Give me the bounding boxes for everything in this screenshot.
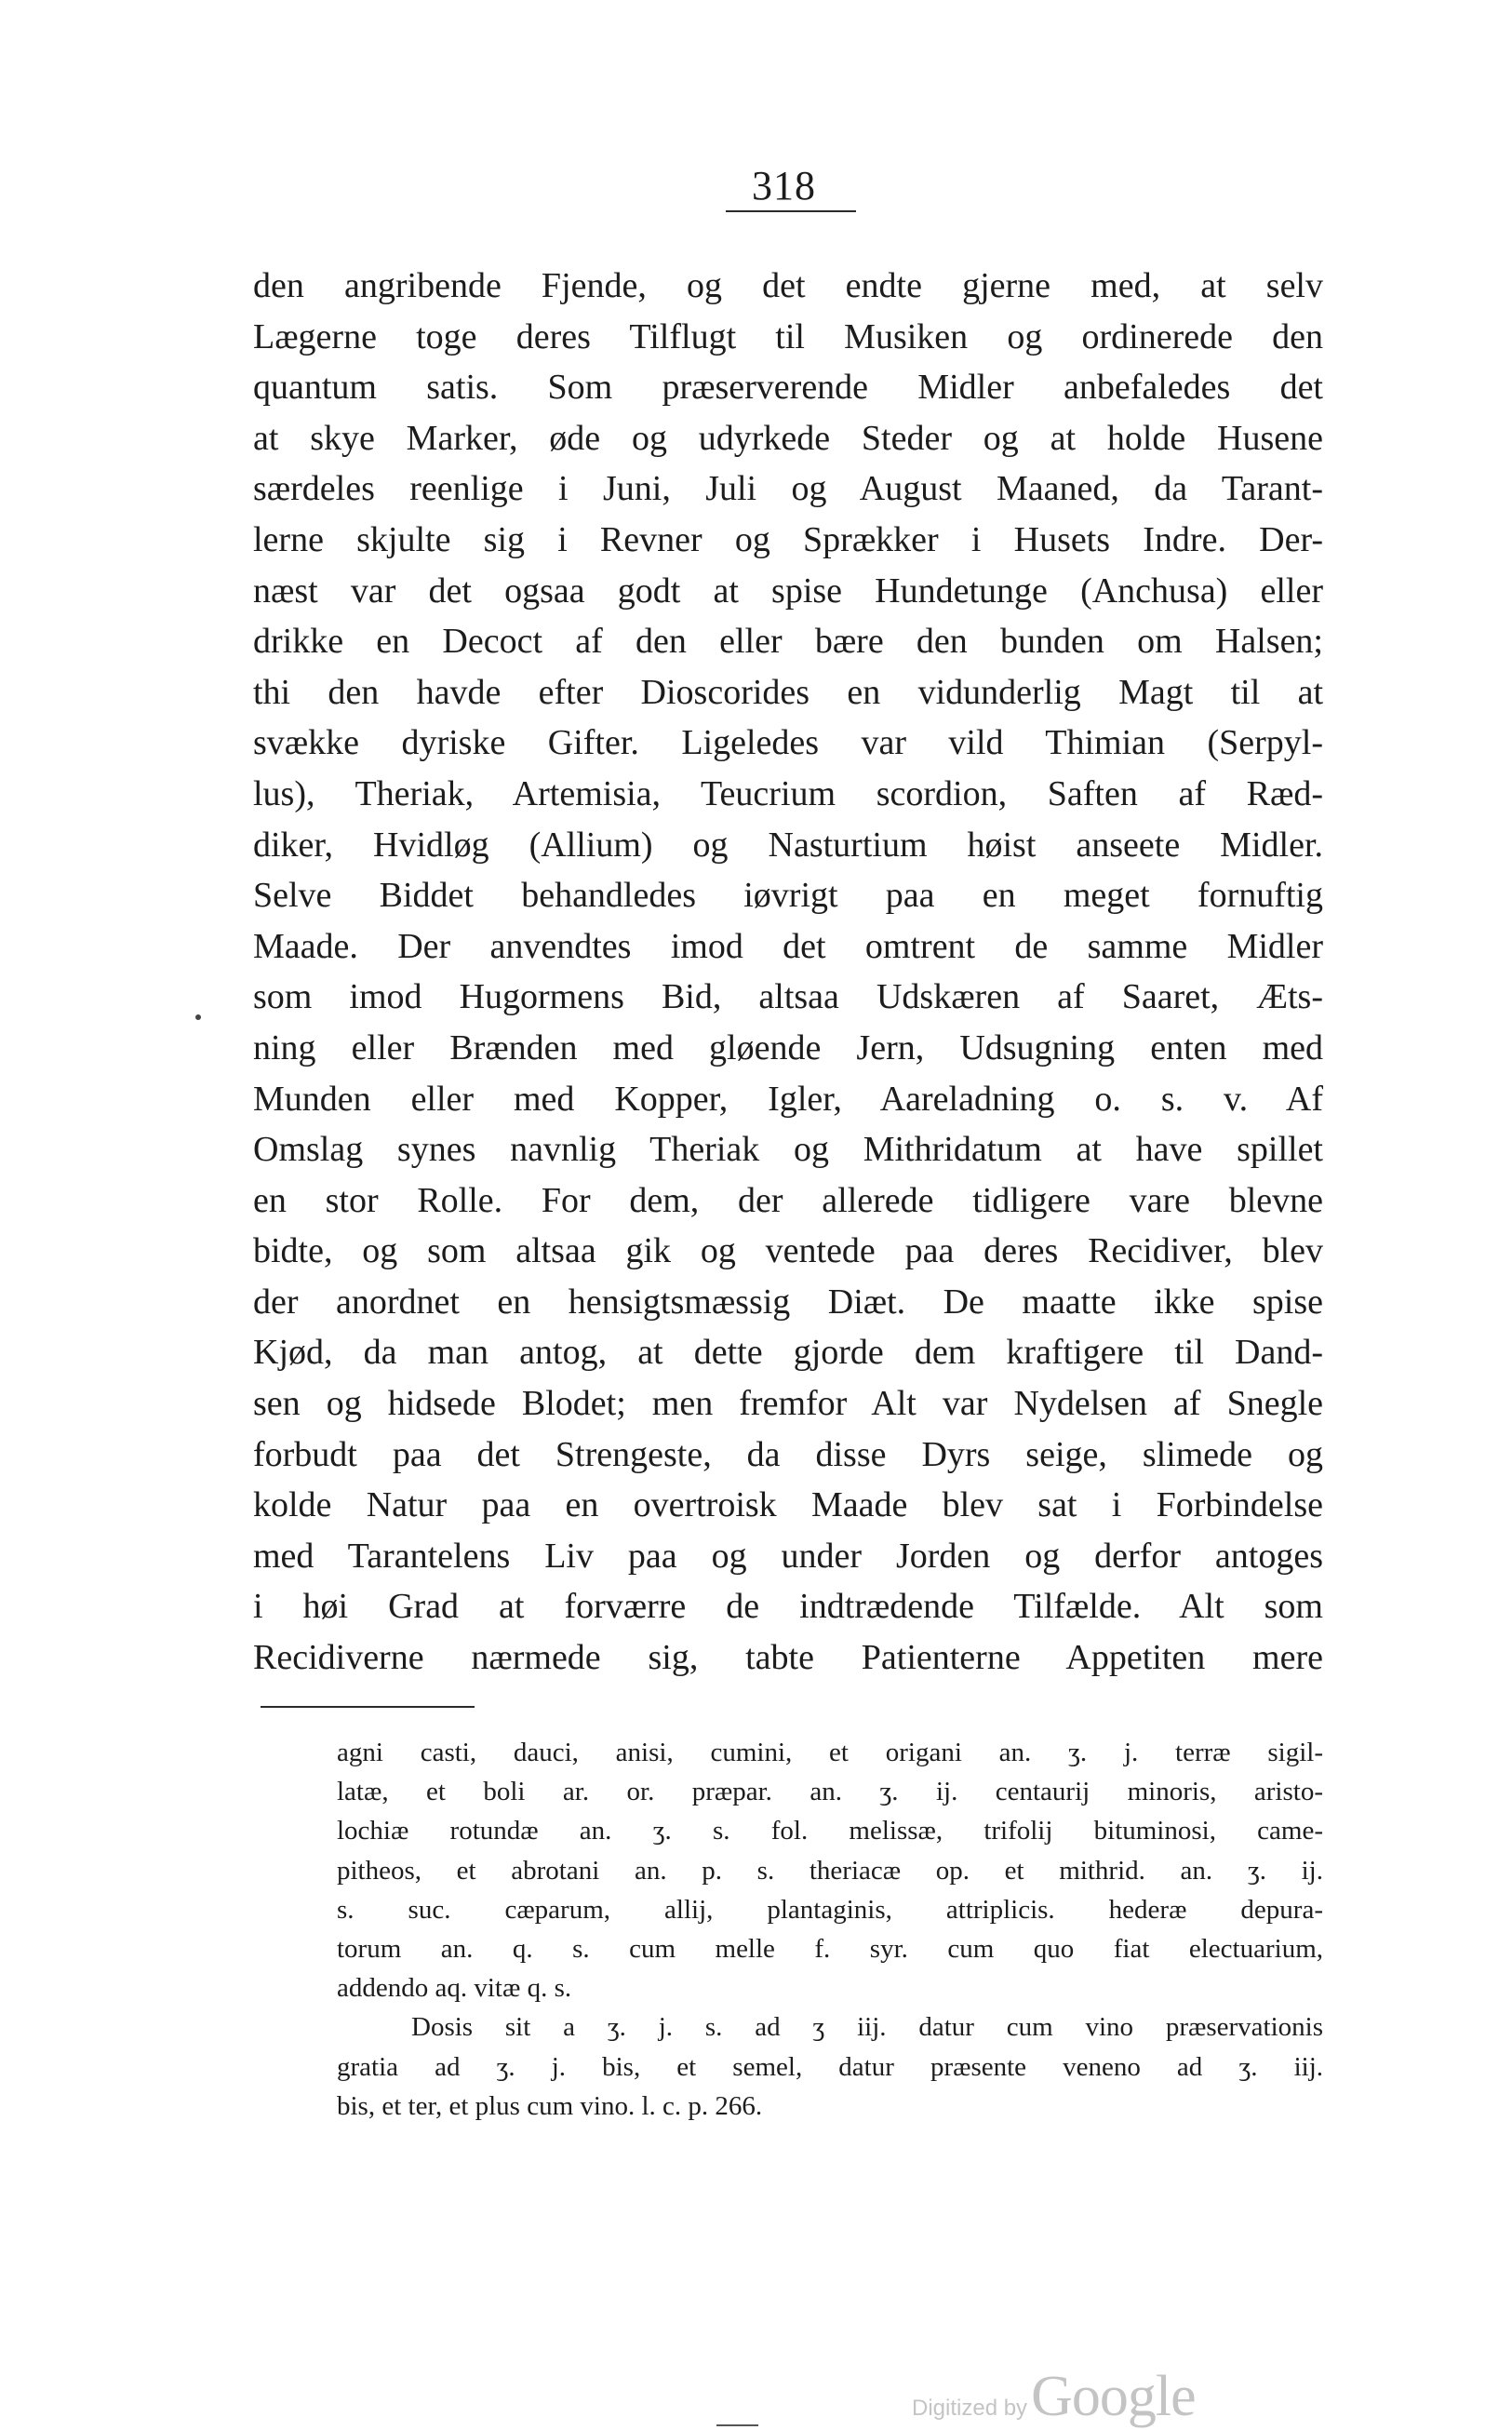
body-line: at skye Marker, øde og udyrkede Steder og at holde Husene <box>253 418 1323 458</box>
body-line: den angribende Fjende, og det endte gjerne med, at selv <box>253 266 1323 305</box>
body-line: forbudt paa det Strengeste, da disse Dyrs seige, slimede og <box>253 1434 1323 1474</box>
footnote-rule <box>261 1706 475 1708</box>
body-line: Munden eller med Kopper, Igler, Aareladning o. s. v. Af <box>253 1079 1323 1119</box>
body-line: ning eller Brænden med gløende Jern, Udsugning enten med <box>253 1027 1323 1067</box>
body-line: der anordnet en hensigtsmæssig Diæt. De maatte ikke spise <box>253 1282 1323 1322</box>
body-line: lerne skjulte sig i Revner og Sprækker i Husets Indre. Der- <box>253 519 1323 559</box>
watermark-label: Digitized by <box>912 2396 1028 2421</box>
body-line: med Tarantelens Liv paa og under Jorden og derfor antoges <box>253 1536 1323 1576</box>
body-line: svække dyriske Gifter. Ligeledes var vild Thimian (Serpyl- <box>253 723 1323 763</box>
body-line: diker, Hvidløg (Allium) og Nasturtium høist anseete Midler. <box>253 825 1323 865</box>
body-line: en stor Rolle. For dem, der allerede tidligere vare blevne <box>253 1180 1323 1220</box>
body-line: lus), Theriak, Artemisia, Teucrium scordion, Saften af Ræd- <box>253 773 1323 813</box>
footnote-line: torum an. q. s. cum melle f. syr. cum quo fiat electuarium, <box>337 1933 1323 1964</box>
body-line: Lægerne toge deres Tilflugt til Musiken og ordinerede den <box>253 316 1323 356</box>
footnote-line: agni casti, dauci, anisi, cumini, et origani an. ʒ. j. terræ sigil- <box>337 1738 1323 1767</box>
body-line: næst var det ogsaa godt at spise Hundetunge (Anchusa) eller <box>253 571 1323 611</box>
body-line: Maade. Der anvendtes imod det omtrent de samme Midler <box>253 926 1323 966</box>
body-line: i høi Grad at forværre de indtrædende Tilfælde. Alt som <box>253 1587 1323 1627</box>
body-line: thi den havde efter Dioscorides en vidunderlig Magt til at <box>253 672 1323 712</box>
footnote <box>337 1733 1323 2126</box>
footnote-line: s. suc. cæparum, allij, plantaginis, attriplicis. hederæ depura- <box>337 1894 1323 1925</box>
footnote-line: Dosis sit a ʒ. j. s. ad ʒ iij. datur cum vino præservationis <box>411 2012 1323 2043</box>
footnote-line: lochiæ rotundæ an. ʒ. s. fol. melissæ, trifolij bituminosi, came- <box>337 1816 1323 1846</box>
body-line: drikke en Decoct af den eller bære den bunden om Halsen; <box>253 622 1323 662</box>
body-line: sen og hidsede Blodet; men fremfor Alt var Nydelsen af Snegle <box>253 1384 1323 1424</box>
footnote-line: pitheos, et abrotani an. p. s. theriacæ op. et mithrid. an. ʒ. ij. <box>337 1855 1323 1886</box>
footnote-line: latæ, et boli ar. or. præpar. an. ʒ. ij. centaurij minoris, aristo- <box>337 1777 1323 1807</box>
margin-mark <box>195 1014 201 1020</box>
body-line: særdeles reenlige i Juni, Juli og August Maaned, da Tarant- <box>253 469 1323 509</box>
body-line: som imod Hugormens Bid, altsaa Udskæren af Saaret, Æts- <box>253 977 1323 1017</box>
page-number-rule <box>726 210 856 212</box>
body-line: Recidiverne nærmede sig, tabte Patienterne Appetiten mere <box>253 1638 1323 1678</box>
body-line: kolde Natur paa en overtroisk Maade blev sat i Forbindelse <box>253 1485 1323 1525</box>
body-line: Selve Biddet behandledes iøvrigt paa en meget fornuftig <box>253 876 1323 916</box>
body-line: quantum satis. Som præserverende Midler anbefaledes det <box>253 368 1323 408</box>
body-line: Kjød, da man antog, at dette gjorde dem kraftigere til Dand- <box>253 1333 1323 1373</box>
body-line: Omslag synes navnlig Theriak og Mithridatum at have spillet <box>253 1130 1323 1170</box>
bottom-mark <box>716 2424 758 2426</box>
page-number: 318 <box>752 163 816 208</box>
footnote-line: addendo aq. vitæ q. s. <box>337 1973 572 2004</box>
google-logo: Google <box>1031 2365 1196 2428</box>
footnote-line: gratia ad ʒ. j. bis, et semel, datur præsente veneno ad ʒ. iij. <box>337 2051 1323 2082</box>
body-line: bidte, og som altsaa gik og ventede paa deres Recidiver, blev <box>253 1231 1323 1271</box>
body-text <box>253 261 1323 1684</box>
digitized-watermark <box>912 2364 1196 2430</box>
footnote-line: bis, et ter, et plus cum vino. l. c. p. 266. <box>337 2090 763 2121</box>
